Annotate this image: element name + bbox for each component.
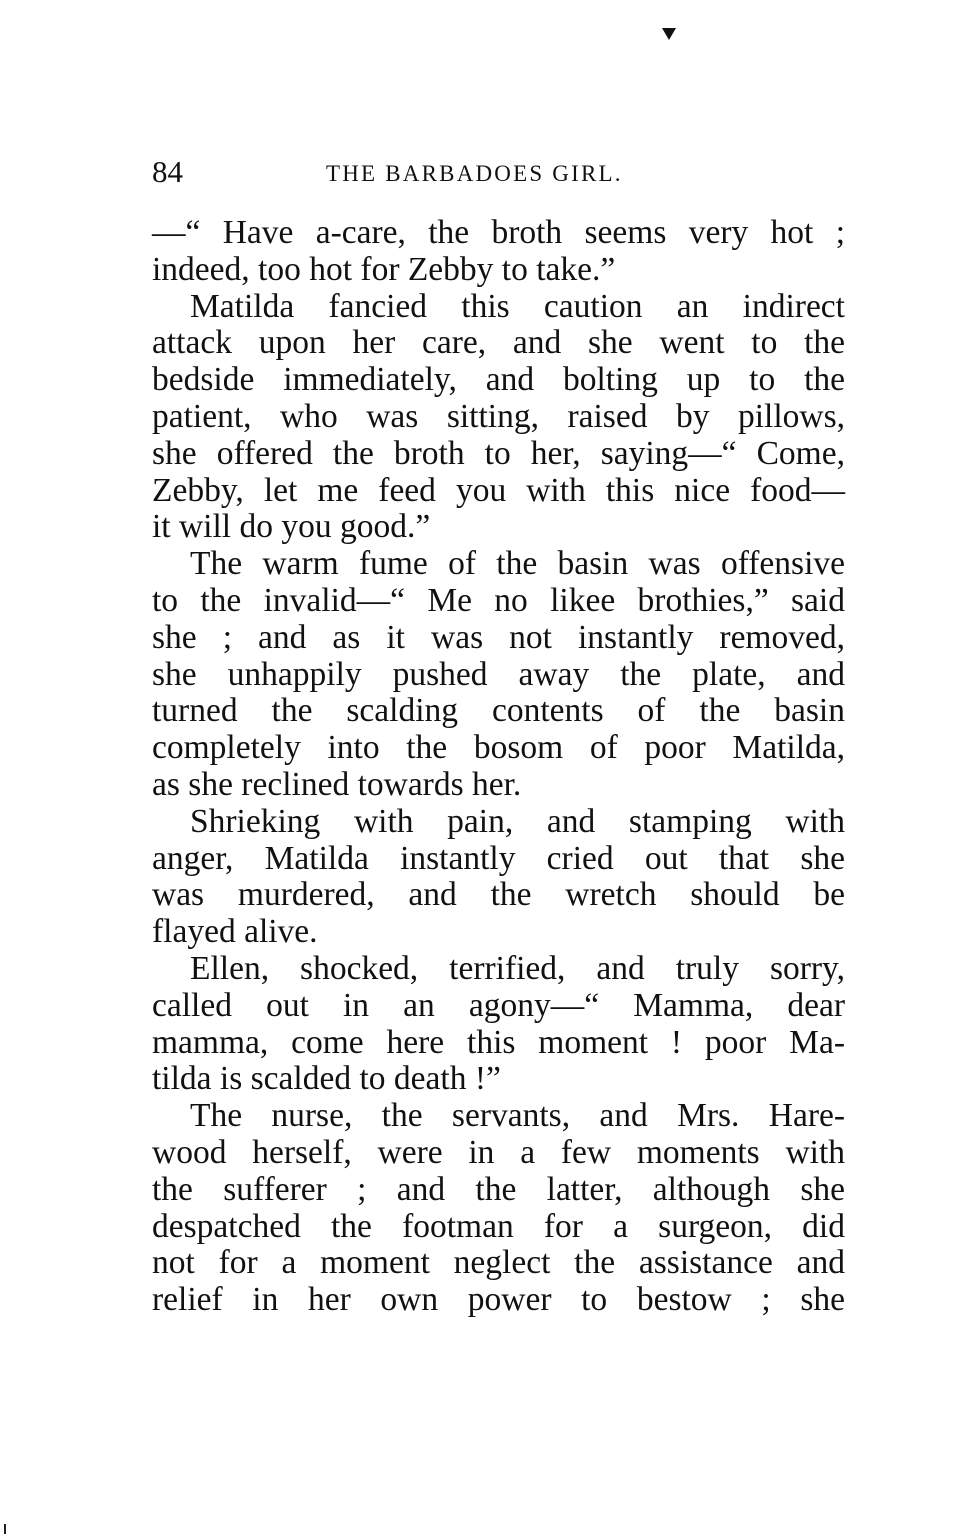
text-line: attack upon her care, and she went to the (152, 324, 845, 362)
text-line: it will do you good.” (152, 508, 431, 546)
text-line: bedside immediately, and bolting up to the (152, 361, 845, 399)
text-line: turned the scalding contents of the basin (152, 692, 845, 730)
text-line: Shrieking with pain, and stamping with (190, 802, 845, 840)
body-text (152, 215, 845, 1319)
text-line: she offered the broth to her, saying—“ Come, (152, 434, 845, 472)
text-line: —“ Have a-care, the broth seems very hot ; (152, 214, 845, 251)
text-line: The warm fume of the basin was offensive (190, 545, 845, 583)
printer-mark-icon (662, 28, 676, 40)
text-line: not for a moment neglect the assistance and (152, 1244, 845, 1282)
text-line: Zebby, let me feed you with this nice food— (152, 471, 845, 509)
text-line: the sufferer ; and the latter, although she (152, 1170, 845, 1208)
text-line: wood herself, were in a few moments with (152, 1133, 845, 1171)
running-title: THE BARBADOES GIRL. (326, 161, 623, 186)
page-header (152, 152, 848, 192)
text-line: called out in an agony—“ Mamma, dear (152, 986, 845, 1024)
text-line: anger, Matilda instantly cried out that she (152, 839, 845, 877)
page-number: 84 (152, 154, 183, 189)
text-line: as she reclined towards her. (152, 765, 522, 803)
text-line: despatched the footman for a surgeon, did (152, 1207, 845, 1245)
text-line: completely into the bosom of poor Matilda, (152, 729, 845, 767)
text-line: was murdered, and the wretch should be (152, 876, 845, 914)
text-line: Matilda fancied this caution an indirect (190, 287, 845, 325)
text-line: she unhappily pushed away the plate, and (152, 655, 845, 693)
text-line: mamma, come here this moment ! poor Ma- (152, 1023, 845, 1061)
text-line: flayed alive. (152, 913, 318, 951)
text-line: The nurse, the servants, and Mrs. Hare- (190, 1097, 845, 1135)
text-line: Ellen, shocked, terrified, and truly sorry, (190, 949, 845, 987)
text-line: she ; and as it was not instantly removed, (152, 618, 845, 656)
text-line: indeed, too hot for Zebby to take.” (152, 250, 616, 288)
text-line: relief in her own power to bestow ; she (152, 1281, 845, 1319)
margin-mark (4, 1524, 6, 1534)
text-line: patient, who was sitting, raised by pillows, (152, 397, 845, 435)
text-line: tilda is scalded to death !” (152, 1060, 501, 1098)
text-line: to the invalid—“ Me no likee brothies,” said (152, 581, 845, 619)
